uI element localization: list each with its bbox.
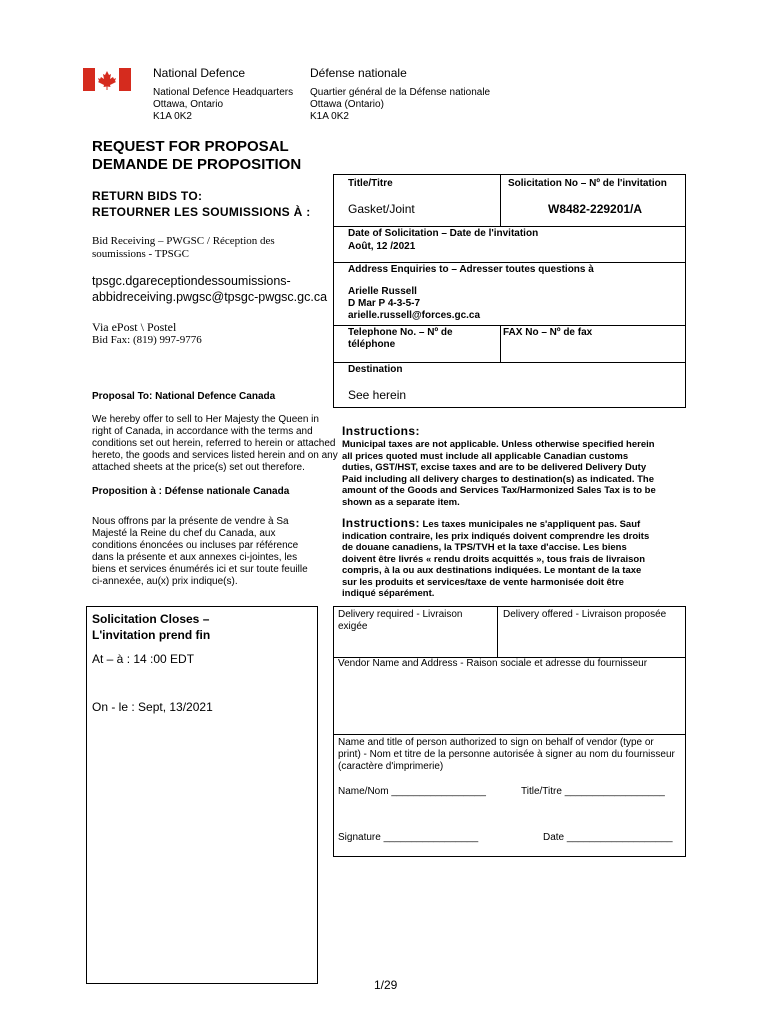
- department-name-en: National Defence: [153, 66, 246, 80]
- vendor-name-label: Vendor Name and Address - Raison sociale et adresse du fournisseur: [338, 658, 648, 669]
- bid-email: tpsgc.dgareceptiondessoumissions- abbidreceiving.pwgsc@tpsgc-pwgsc.gc.ca: [92, 274, 328, 304]
- date-field[interactable]: Date ___________________: [543, 832, 673, 843]
- name-field[interactable]: Name/Nom _________________: [338, 786, 486, 797]
- contact-name: Arielle Russell: [348, 286, 417, 297]
- destination-value: See herein: [348, 388, 407, 402]
- contact-email: arielle.russell@forces.gc.ca: [348, 310, 481, 321]
- page-number: 1/29: [374, 978, 398, 992]
- authorized-person-label: Name and title of person authorized to sign on behalf of vendor (type or print) - Nom et titre de la personne autorisée à signer au nom du fournisseur (caractère d'imprimerie): [338, 737, 675, 772]
- solicitation-number-label: Solicitation No – Nº de l'invitation: [508, 178, 667, 189]
- proposal-text-en: We hereby offer to sell to Her Majesty the Queen in right of Canada, in accordance with the terms and conditions set out herein, referred to herein or attached hereto, the goods and services listed herein and on any attached sheets at the price(s) set out therefore.: [92, 414, 338, 473]
- title-label: Title/Titre: [348, 178, 393, 189]
- destination-label: Destination: [348, 364, 403, 375]
- address-en: National Defence Headquarters Ottawa, Ontario K1A 0K2: [153, 87, 294, 122]
- address-fr: Quartier général de la Défense nationale Ottawa (Ontario) K1A 0K2: [310, 87, 491, 122]
- closing-date: On - le : Sept, 13/2021: [92, 700, 213, 714]
- proposal-to-fr: Proposition à : Défense nationale Canada: [92, 486, 290, 497]
- solicitation-date-value: Août, 12 /2021: [348, 241, 416, 252]
- via-epost: Via ePost \ Postel: [92, 320, 177, 334]
- department-name-fr: Défense nationale: [310, 66, 407, 80]
- instructions-text-en: Municipal taxes are not applicable. Unless otherwise specified herein all prices quoted must include all applicable Canadian customs duties, GST/HST, excise taxes and are to be delivered Delivery Duty Paid including all delivery charges to destination(s) as indicated. The amount of the Goods and Services Tax/Harmonized Sales Tax is to be shown as a separate item.: [342, 439, 656, 508]
- delivery-required-label: Delivery required - Livraison exigée: [338, 609, 463, 632]
- return-bids-heading: RETURN BIDS TO: RETOURNER LES SOUMISSIONS À :: [92, 189, 311, 219]
- solicitation-closes-title: Solicitation Closes – L'invitation prend fin: [92, 612, 211, 642]
- delivery-offered-label: Delivery offered - Livraison proposée: [503, 609, 667, 620]
- title-value: Gasket/Joint: [348, 202, 415, 216]
- document-title: REQUEST FOR PROPOSAL DEMANDE DE PROPOSITION: [92, 138, 302, 173]
- instructions-heading-en: Instructions:: [342, 424, 420, 438]
- proposal-text-fr: Nous offrons par la présente de vendre à Sa Majesté la Reine du chef du Canada, aux conditions énoncées ou incluses par référence dans la présente et aux annexes ci-jointes, les biens et services énumérés ici et sur toute feuille ci-annexée, au(x) prix indique(s).: [92, 516, 308, 587]
- bid-fax: Bid Fax: (819) 997-9776: [92, 334, 202, 346]
- contact-department: D Mar P 4-3-5-7: [348, 298, 421, 309]
- title-field[interactable]: Title/Titre __________________: [521, 786, 665, 797]
- signature-field[interactable]: Signature _________________: [338, 832, 479, 843]
- canada-flag-icon: [83, 68, 131, 91]
- closing-time: At – à : 14 :00 EDT: [92, 652, 195, 666]
- instructions-text-fr: Instructions: Les taxes municipales ne s'appliquent pas. Sauf indication contraire, les prix indiqués doivent comprendre les droits de douane canadiens, la TPS/TVH et la taxe d'accise. Les biens doivent être livrés « rendu droits acquittés », tous frais de livraison compris, à la ou aux destinations indiquées. Le montant de la taxe sur les produits et services/taxe de vente harmonisée doit être indiqué séparément.: [342, 516, 650, 599]
- enquiries-label: Address Enquiries to – Adresser toutes questions à: [348, 264, 594, 275]
- telephone-label: Telephone No. – Nº de téléphone: [348, 327, 453, 350]
- proposal-to-en: Proposal To: National Defence Canada: [92, 391, 276, 402]
- fax-label: FAX No – Nº de fax: [503, 327, 593, 338]
- vendor-info-table: [333, 606, 686, 857]
- solicitation-number-value: W8482-229201/A: [548, 202, 643, 216]
- bid-receiving-text: Bid Receiving – PWGSC / Réception des soumissions - TPSGC: [92, 235, 275, 260]
- solicitation-date-label: Date of Solicitation – Date de l'invitation: [348, 228, 539, 239]
- instructions-heading-fr: Instructions:: [342, 516, 420, 530]
